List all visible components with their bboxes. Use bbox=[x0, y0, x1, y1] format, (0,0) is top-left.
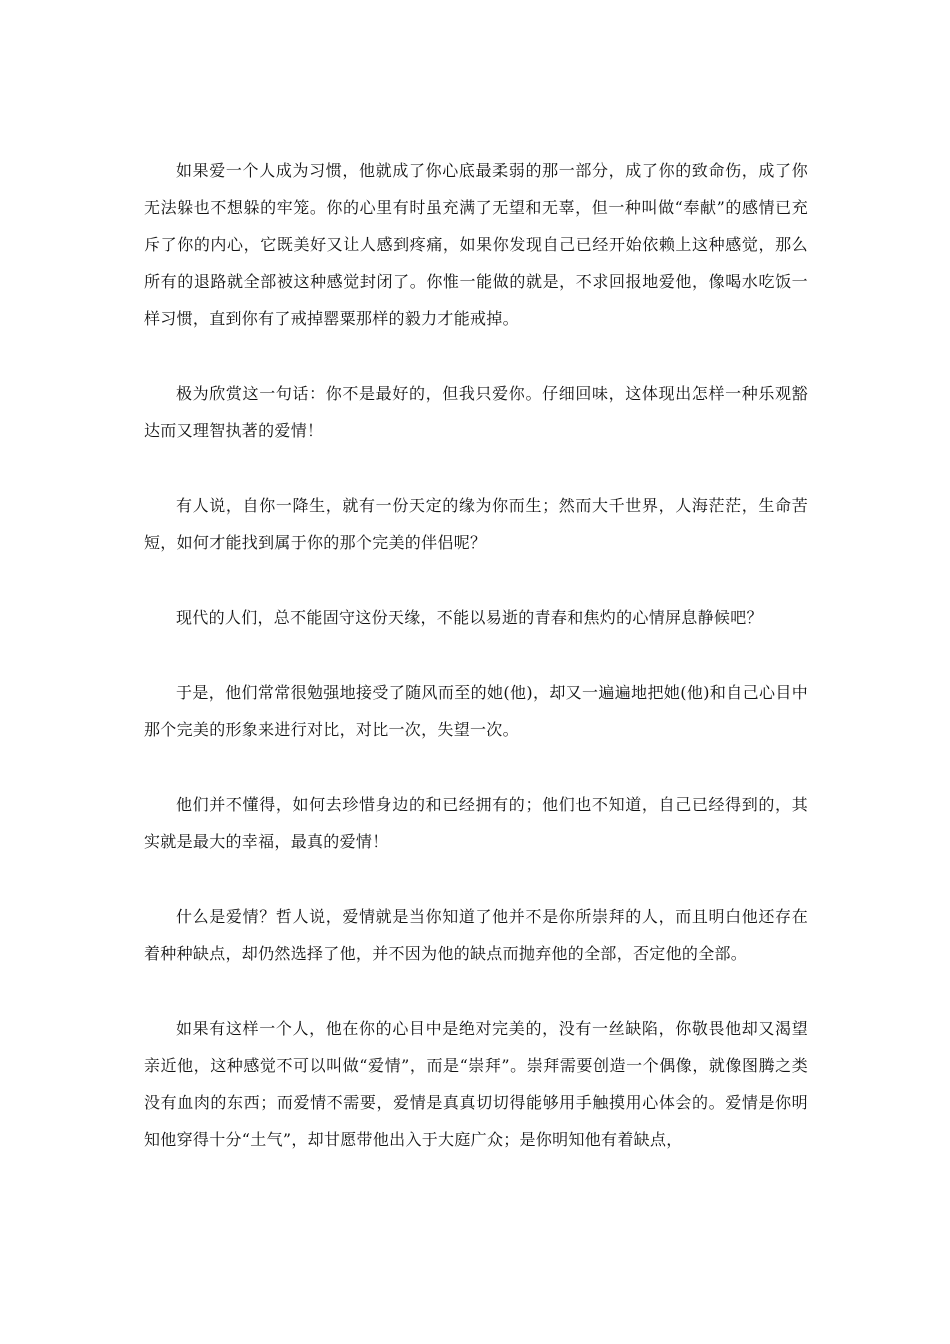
paragraph-1: 如果爱一个人成为习惯，他就成了你心底最柔弱的那一部分，成了你的致命伤，成了你无法躲也不想躲的牢笼。你的心里有时虽充满了无望和无辜，但一种叫做“奉献”的感情已充斥了你的内心，它既美好又让人感到疼痛，如果你发现自己已经开始依赖上这种感觉，那么所有的退路就全部被这种感觉封闭了。你惟一能做的就是，不求回报地爱他，像喝水吃饭一样习惯，直到你有了戒掉罂粟那样的毅力才能戒掉。 bbox=[144, 161, 808, 328]
paragraph-5: 于是，他们常常很勉强地接受了随风而至的她(他)，却又一遍遍地把她(他)和自己心目中那个完美的形象来进行对比，对比一次，失望一次。 bbox=[144, 683, 808, 739]
paragraph-7: 什么是爱情？哲人说，爱情就是当你知道了他并不是你所崇拜的人，而且明白他还存在着种种缺点，却仍然选择了他，并不因为他的缺点而抛弃他的全部，否定他的全部。 bbox=[144, 907, 808, 963]
paragraph-2: 极为欣赏这一句话：你不是最好的，但我只爱你。仔细回味，这体现出怎样一种乐观豁达而又理智执著的爱情！ bbox=[144, 384, 808, 440]
article-body bbox=[144, 152, 808, 1196]
paragraph-4: 现代的人们，总不能固守这份天缘，不能以易逝的青春和焦灼的心情屏息静候吧？ bbox=[176, 608, 763, 627]
paragraph-8: 如果有这样一个人，他在你的心目中是绝对完美的，没有一丝缺陷，你敬畏他却又渴望亲近他，这种感觉不可以叫做“爱情”，而是“崇拜”。崇拜需要创造一个偶像，就像图腾之类没有血肉的东西；而爱情不需要，爱情是真真切切得能够用手触摸用心体会的。爱情是你明知他穿得十分“土气”，却甘愿带他出入于大庭广众；是你明知他有着缺点， bbox=[144, 1019, 808, 1149]
paragraph-3: 有人说，自你一降生，就有一份天定的缘为你而生；然而大千世界，人海茫茫，生命苦短，如何才能找到属于你的那个完美的伴侣呢？ bbox=[144, 496, 808, 552]
paragraph-6: 他们并不懂得，如何去珍惜身边的和已经拥有的；他们也不知道，自己已经得到的，其实就是最大的幸福，最真的爱情！ bbox=[144, 795, 808, 851]
